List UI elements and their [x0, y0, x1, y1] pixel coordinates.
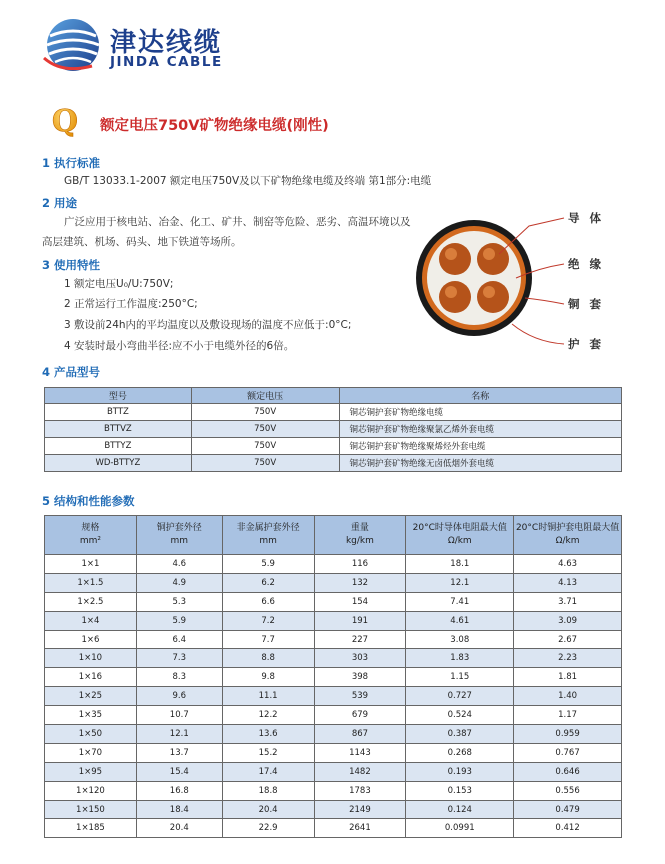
column-header	[45, 516, 137, 555]
column-header-line: mm	[170, 536, 189, 546]
table-cell: 11.1	[222, 687, 314, 706]
table-cell: 1×4	[45, 611, 137, 630]
table-cell: 1.17	[514, 706, 622, 725]
table-cell: 1×6	[45, 630, 137, 649]
table-cell: 0.556	[514, 781, 622, 800]
table-cell: 铜芯铜护套矿物绝缘聚氯乙烯外套电缆	[339, 421, 621, 438]
table-cell: 6.6	[222, 592, 314, 611]
table-cell: 0.387	[406, 725, 514, 744]
table-cell: 0.524	[406, 706, 514, 725]
table-cell: 1×95	[45, 762, 137, 781]
table-cell: 1×25	[45, 687, 137, 706]
company-logo	[42, 14, 242, 76]
page-title: 额定电压750V矿物绝缘电缆(刚性)	[100, 118, 329, 134]
table-cell: 2149	[314, 800, 406, 819]
table-cell: 1×120	[45, 781, 137, 800]
table-row	[45, 555, 622, 574]
structure-parameters-table	[44, 515, 622, 838]
table-cell: 191	[314, 611, 406, 630]
table-row	[45, 630, 622, 649]
table-row	[45, 404, 622, 421]
table-cell: 1×1.5	[45, 573, 137, 592]
table-cell: 1×2.5	[45, 592, 137, 611]
table-cell: 18.4	[136, 800, 222, 819]
table-cell: 1.81	[514, 668, 622, 687]
table-cell: 12.1	[406, 573, 514, 592]
table-cell: 1×16	[45, 668, 137, 687]
column-header: 名称	[339, 388, 621, 404]
table-row	[45, 649, 622, 668]
logo-english-name: JINDA CABLE	[110, 54, 223, 70]
table-cell: BTTZ	[45, 404, 192, 421]
table-cell: 750V	[191, 404, 339, 421]
table-header-row	[45, 516, 622, 555]
table-cell: 10.7	[136, 706, 222, 725]
table-cell: 5.9	[136, 611, 222, 630]
column-header	[222, 516, 314, 555]
table-cell: 0.153	[406, 781, 514, 800]
table-cell: 3.09	[514, 611, 622, 630]
logo-chinese-name: 津达线缆	[110, 28, 223, 58]
cable-label-copper-sheath: 铜 套	[568, 297, 605, 311]
column-header: 额定电压	[191, 388, 339, 404]
table-row	[45, 573, 622, 592]
column-header-line: 20°C时铜护套电阻最大值	[515, 523, 620, 533]
table-cell: 12.1	[136, 725, 222, 744]
table-cell: 7.2	[222, 611, 314, 630]
table-cell: 2.23	[514, 649, 622, 668]
q-quality-icon	[48, 104, 82, 138]
column-header-line: mm	[259, 536, 277, 546]
table-cell: 4.13	[514, 573, 622, 592]
table-cell: BTTVZ	[45, 421, 192, 438]
table-row	[45, 762, 622, 781]
table-cell: 15.2	[222, 743, 314, 762]
table-row	[45, 800, 622, 819]
table-row	[45, 819, 622, 838]
section-heading-models: 4 产品型号	[42, 365, 101, 379]
characteristic-item: 4 安装时最小弯曲半径:应不小于电缆外径的6倍。	[64, 340, 295, 352]
table-row	[45, 743, 622, 762]
table-cell: 1×1	[45, 555, 137, 574]
table-cell: 1×50	[45, 725, 137, 744]
usage-text-line1: 广泛应用于核电站、冶金、化工、矿井、制窑等危险、恶劣、高温环境以及	[64, 216, 411, 228]
column-header-line: mm²	[79, 536, 101, 546]
table-cell: 18.8	[222, 781, 314, 800]
table-cell: 16.8	[136, 781, 222, 800]
section-heading-characteristics: 3 使用特性	[42, 258, 101, 272]
table-cell: 8.8	[222, 649, 314, 668]
table-cell: 303	[314, 649, 406, 668]
table-cell: 9.8	[222, 668, 314, 687]
table-cell: 0.412	[514, 819, 622, 838]
table-cell: 0.959	[514, 725, 622, 744]
table-cell: 铜芯铜护套矿物绝缘无卤低烟外套电缆	[339, 455, 621, 472]
table-cell: 0.268	[406, 743, 514, 762]
table-cell: 1783	[314, 781, 406, 800]
table-cell: 154	[314, 592, 406, 611]
table-cell: 2.67	[514, 630, 622, 649]
column-header-line: 重量	[350, 523, 369, 533]
standard-text: GB/T 13033.1-2007 额定电压750V及以下矿物绝缘电缆及终端 第1部分:电缆	[64, 175, 432, 187]
column-header-line: 规格	[81, 523, 100, 533]
table-cell: 4.63	[514, 555, 622, 574]
usage-text-line2: 高层建筑、机场、码头、地下铁道等场所。	[42, 236, 242, 248]
table-cell: 20.4	[222, 800, 314, 819]
cable-label-outer-sheath: 护 套	[568, 337, 605, 351]
column-header	[314, 516, 406, 555]
table-cell: 750V	[191, 421, 339, 438]
column-header	[406, 516, 514, 555]
table-cell: 0.479	[514, 800, 622, 819]
table-header-row	[45, 388, 622, 404]
table-cell: 398	[314, 668, 406, 687]
table-cell: 0.646	[514, 762, 622, 781]
table-cell: 539	[314, 687, 406, 706]
table-cell: 1.83	[406, 649, 514, 668]
table-row	[45, 687, 622, 706]
table-row	[45, 421, 622, 438]
table-cell: 18.1	[406, 555, 514, 574]
table-cell: 1×185	[45, 819, 137, 838]
column-header-line: Ω/km	[447, 536, 472, 546]
table-cell: 227	[314, 630, 406, 649]
table-cell: 0.124	[406, 800, 514, 819]
table-cell: 铜芯铜护套矿物绝缘聚烯烃外套电缆	[339, 438, 621, 455]
table-cell: 8.3	[136, 668, 222, 687]
table-cell: 3.08	[406, 630, 514, 649]
characteristic-item: 3 敷设前24h内的平均温度以及敷设现场的温度不应低于:0°C;	[64, 319, 352, 331]
column-header-line: Ω/km	[555, 536, 580, 546]
table-row	[45, 455, 622, 472]
title-row	[48, 104, 608, 138]
column-header-line: 20°C时导体电阻最大值	[412, 523, 507, 533]
table-cell: 20.4	[136, 819, 222, 838]
table-row	[45, 611, 622, 630]
table-cell: 铜芯铜护套矿物绝缘电缆	[339, 404, 621, 421]
table-row	[45, 781, 622, 800]
table-cell: 6.4	[136, 630, 222, 649]
table-cell: 1.40	[514, 687, 622, 706]
table-cell: 1143	[314, 743, 406, 762]
table-cell: 13.6	[222, 725, 314, 744]
table-cell: 0.767	[514, 743, 622, 762]
table-cell: 0.193	[406, 762, 514, 781]
cable-cross-section-diagram	[404, 206, 634, 356]
globe-logo-icon	[42, 14, 104, 76]
section-heading-parameters: 5 结构和性能参数	[42, 494, 135, 508]
table-cell: 15.4	[136, 762, 222, 781]
column-header-line: kg/km	[345, 536, 374, 546]
cable-label-insulation: 绝 缘	[568, 257, 605, 271]
table-cell: 0.727	[406, 687, 514, 706]
characteristic-item: 1 额定电压U₀/U:750V;	[64, 278, 174, 290]
table-cell: 1×70	[45, 743, 137, 762]
table-cell: WD-BTTYZ	[45, 455, 192, 472]
table-row	[45, 725, 622, 744]
table-cell: 1×35	[45, 706, 137, 725]
table-cell: 2641	[314, 819, 406, 838]
table-cell: 750V	[191, 455, 339, 472]
table-cell: 7.3	[136, 649, 222, 668]
table-cell: 0.0991	[406, 819, 514, 838]
table-cell: BTTYZ	[45, 438, 192, 455]
characteristic-item: 2 正常运行工作温度:250°C;	[64, 298, 198, 310]
table-cell: 5.3	[136, 592, 222, 611]
table-cell: 750V	[191, 438, 339, 455]
column-header-line: 非金属护套外径	[236, 523, 300, 533]
table-row	[45, 592, 622, 611]
table-cell: 3.71	[514, 592, 622, 611]
table-cell: 4.9	[136, 573, 222, 592]
table-cell: 1×10	[45, 649, 137, 668]
table-cell: 17.4	[222, 762, 314, 781]
table-cell: 9.6	[136, 687, 222, 706]
table-row	[45, 706, 622, 725]
table-cell: 13.7	[136, 743, 222, 762]
table-row	[45, 438, 622, 455]
product-models-table	[44, 387, 622, 472]
table-cell: 22.9	[222, 819, 314, 838]
table-cell: 7.41	[406, 592, 514, 611]
table-cell: 6.2	[222, 573, 314, 592]
table-cell: 7.7	[222, 630, 314, 649]
section-heading-usage: 2 用途	[42, 196, 78, 210]
table-row	[45, 668, 622, 687]
table-cell: 4.61	[406, 611, 514, 630]
table-cell: 1.15	[406, 668, 514, 687]
cable-label-conductor: 导 体	[568, 211, 605, 225]
table-cell: 679	[314, 706, 406, 725]
table-cell: 5.9	[222, 555, 314, 574]
table-cell: 4.6	[136, 555, 222, 574]
table-cell: 1482	[314, 762, 406, 781]
table-cell: 116	[314, 555, 406, 574]
svg-text:Q: Q	[51, 104, 79, 138]
column-header-line: 铜护套外径	[156, 523, 202, 533]
section-heading-standard: 1 执行标准	[42, 156, 101, 170]
column-header: 型号	[45, 388, 192, 404]
table-cell: 12.2	[222, 706, 314, 725]
table-cell: 132	[314, 573, 406, 592]
table-cell: 867	[314, 725, 406, 744]
table-cell: 1×150	[45, 800, 137, 819]
column-header	[514, 516, 622, 555]
column-header	[136, 516, 222, 555]
